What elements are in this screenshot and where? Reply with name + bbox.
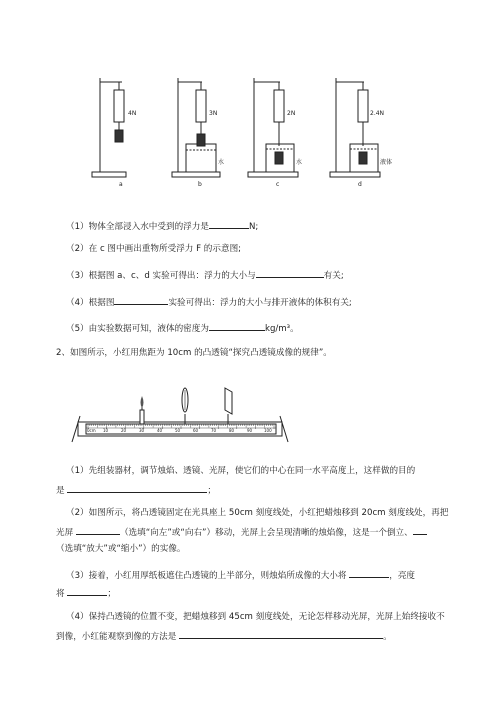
bench-unit: 0cm bbox=[87, 428, 96, 433]
answer-blank[interactable] bbox=[179, 629, 383, 639]
answer-blank[interactable] bbox=[67, 483, 207, 493]
bench-tick-label: 50 bbox=[175, 428, 181, 433]
answer-blank[interactable] bbox=[256, 268, 324, 278]
reading-d: 2.4N bbox=[370, 110, 385, 117]
bench-tick-label: 80 bbox=[229, 428, 235, 433]
q2-title: 2、如图所示，小红用焦距为 10cm 的凸透镜“探究凸透镜成像的规律”。 bbox=[56, 348, 332, 358]
panel-label-b: b bbox=[198, 181, 202, 188]
bench-tick-label: 90 bbox=[247, 428, 253, 433]
bench-tick-label: 30 bbox=[139, 428, 145, 433]
bench-tick-label: 20 bbox=[121, 428, 127, 433]
panel-label-d: d bbox=[358, 181, 362, 188]
optical-bench-figure bbox=[70, 366, 290, 456]
answer-blank[interactable] bbox=[209, 321, 265, 331]
answer-blank[interactable] bbox=[413, 525, 427, 535]
q2-p2-line1: （2）如图所示，将凸透镜固定在光具座上 50cm 刻度线处，小红把蜡烛移到 20cm 刻度线处，再把 bbox=[66, 508, 449, 518]
q2-p2-line2: 光屏 （选填“向左”或“向右”）移动，光屏上会呈现清晰的烛焰像，这是一个倒立、 bbox=[56, 525, 427, 539]
q2-p4-line1: （4）保持凸透镜的位置不变，把蜡烛移到 45cm 刻度线处，无论怎样移动光屏，光屏上始终接收不 bbox=[66, 612, 445, 622]
q1-item-3: （3）根据图 a、c、d 实验可得出：浮力的大小与 有关; bbox=[66, 268, 344, 282]
panel-d bbox=[330, 78, 380, 177]
q2-p3-line2: 将 ； bbox=[56, 586, 116, 600]
q2-p1-line2: 是 ； bbox=[56, 483, 216, 497]
answer-blank[interactable] bbox=[76, 525, 120, 535]
q2-p2-line3: （选填“放大”或“缩小”）的实像。 bbox=[56, 544, 186, 554]
panel-a bbox=[92, 78, 126, 177]
answer-blank[interactable] bbox=[114, 295, 168, 305]
q1-item-1: （1）物体全部浸入水中受到的浮力是 N; bbox=[66, 219, 258, 233]
q1-item-4: （4）根据图 实验可得出：浮力的大小与排开液体的体积有关; bbox=[66, 295, 352, 309]
liquid-label-d: 液体 bbox=[380, 159, 393, 166]
bench-tick-label: 100 bbox=[264, 428, 272, 433]
panel-b bbox=[172, 78, 220, 177]
bench-tick-label: 40 bbox=[157, 428, 163, 433]
q1-item-2: （2）在 c 图中画出重物所受浮力 F 的示意图; bbox=[66, 244, 242, 254]
bench-tick-label: 60 bbox=[193, 428, 199, 433]
bench-tick-label: 10 bbox=[103, 428, 109, 433]
q2-p4-line2: 到像，小红能观察到像的方法是 。 bbox=[56, 629, 392, 643]
panel-label-c: c bbox=[276, 181, 280, 188]
reading-b: 3N bbox=[209, 110, 218, 117]
panel-label-a: a bbox=[119, 181, 123, 188]
liquid-label-c: 水 bbox=[296, 159, 303, 166]
reading-a: 4N bbox=[128, 110, 137, 117]
reading-c: 2N bbox=[287, 110, 296, 117]
liquid-label-b: 水 bbox=[218, 159, 225, 166]
answer-blank[interactable] bbox=[209, 219, 249, 229]
buoyancy-figure bbox=[88, 72, 408, 192]
answer-blank[interactable] bbox=[349, 568, 389, 578]
answer-blank[interactable] bbox=[67, 586, 107, 596]
q1-item-5: （5）由实验数据可知，液体的密度为 kg/m³。 bbox=[66, 321, 299, 335]
panel-c bbox=[248, 78, 298, 177]
q2-p3-line1: （3）接着，小红用厚纸板遮住凸透镜的上半部分，则烛焰所成像的大小将 ，亮度 bbox=[66, 568, 415, 582]
q2-p1-line1: （1）先组装器材，调节烛焰、透镜、光屏，使它们的中心在同一水平高度上，这样做的目的 bbox=[66, 466, 416, 476]
bench-tick-label: 70 bbox=[211, 428, 217, 433]
